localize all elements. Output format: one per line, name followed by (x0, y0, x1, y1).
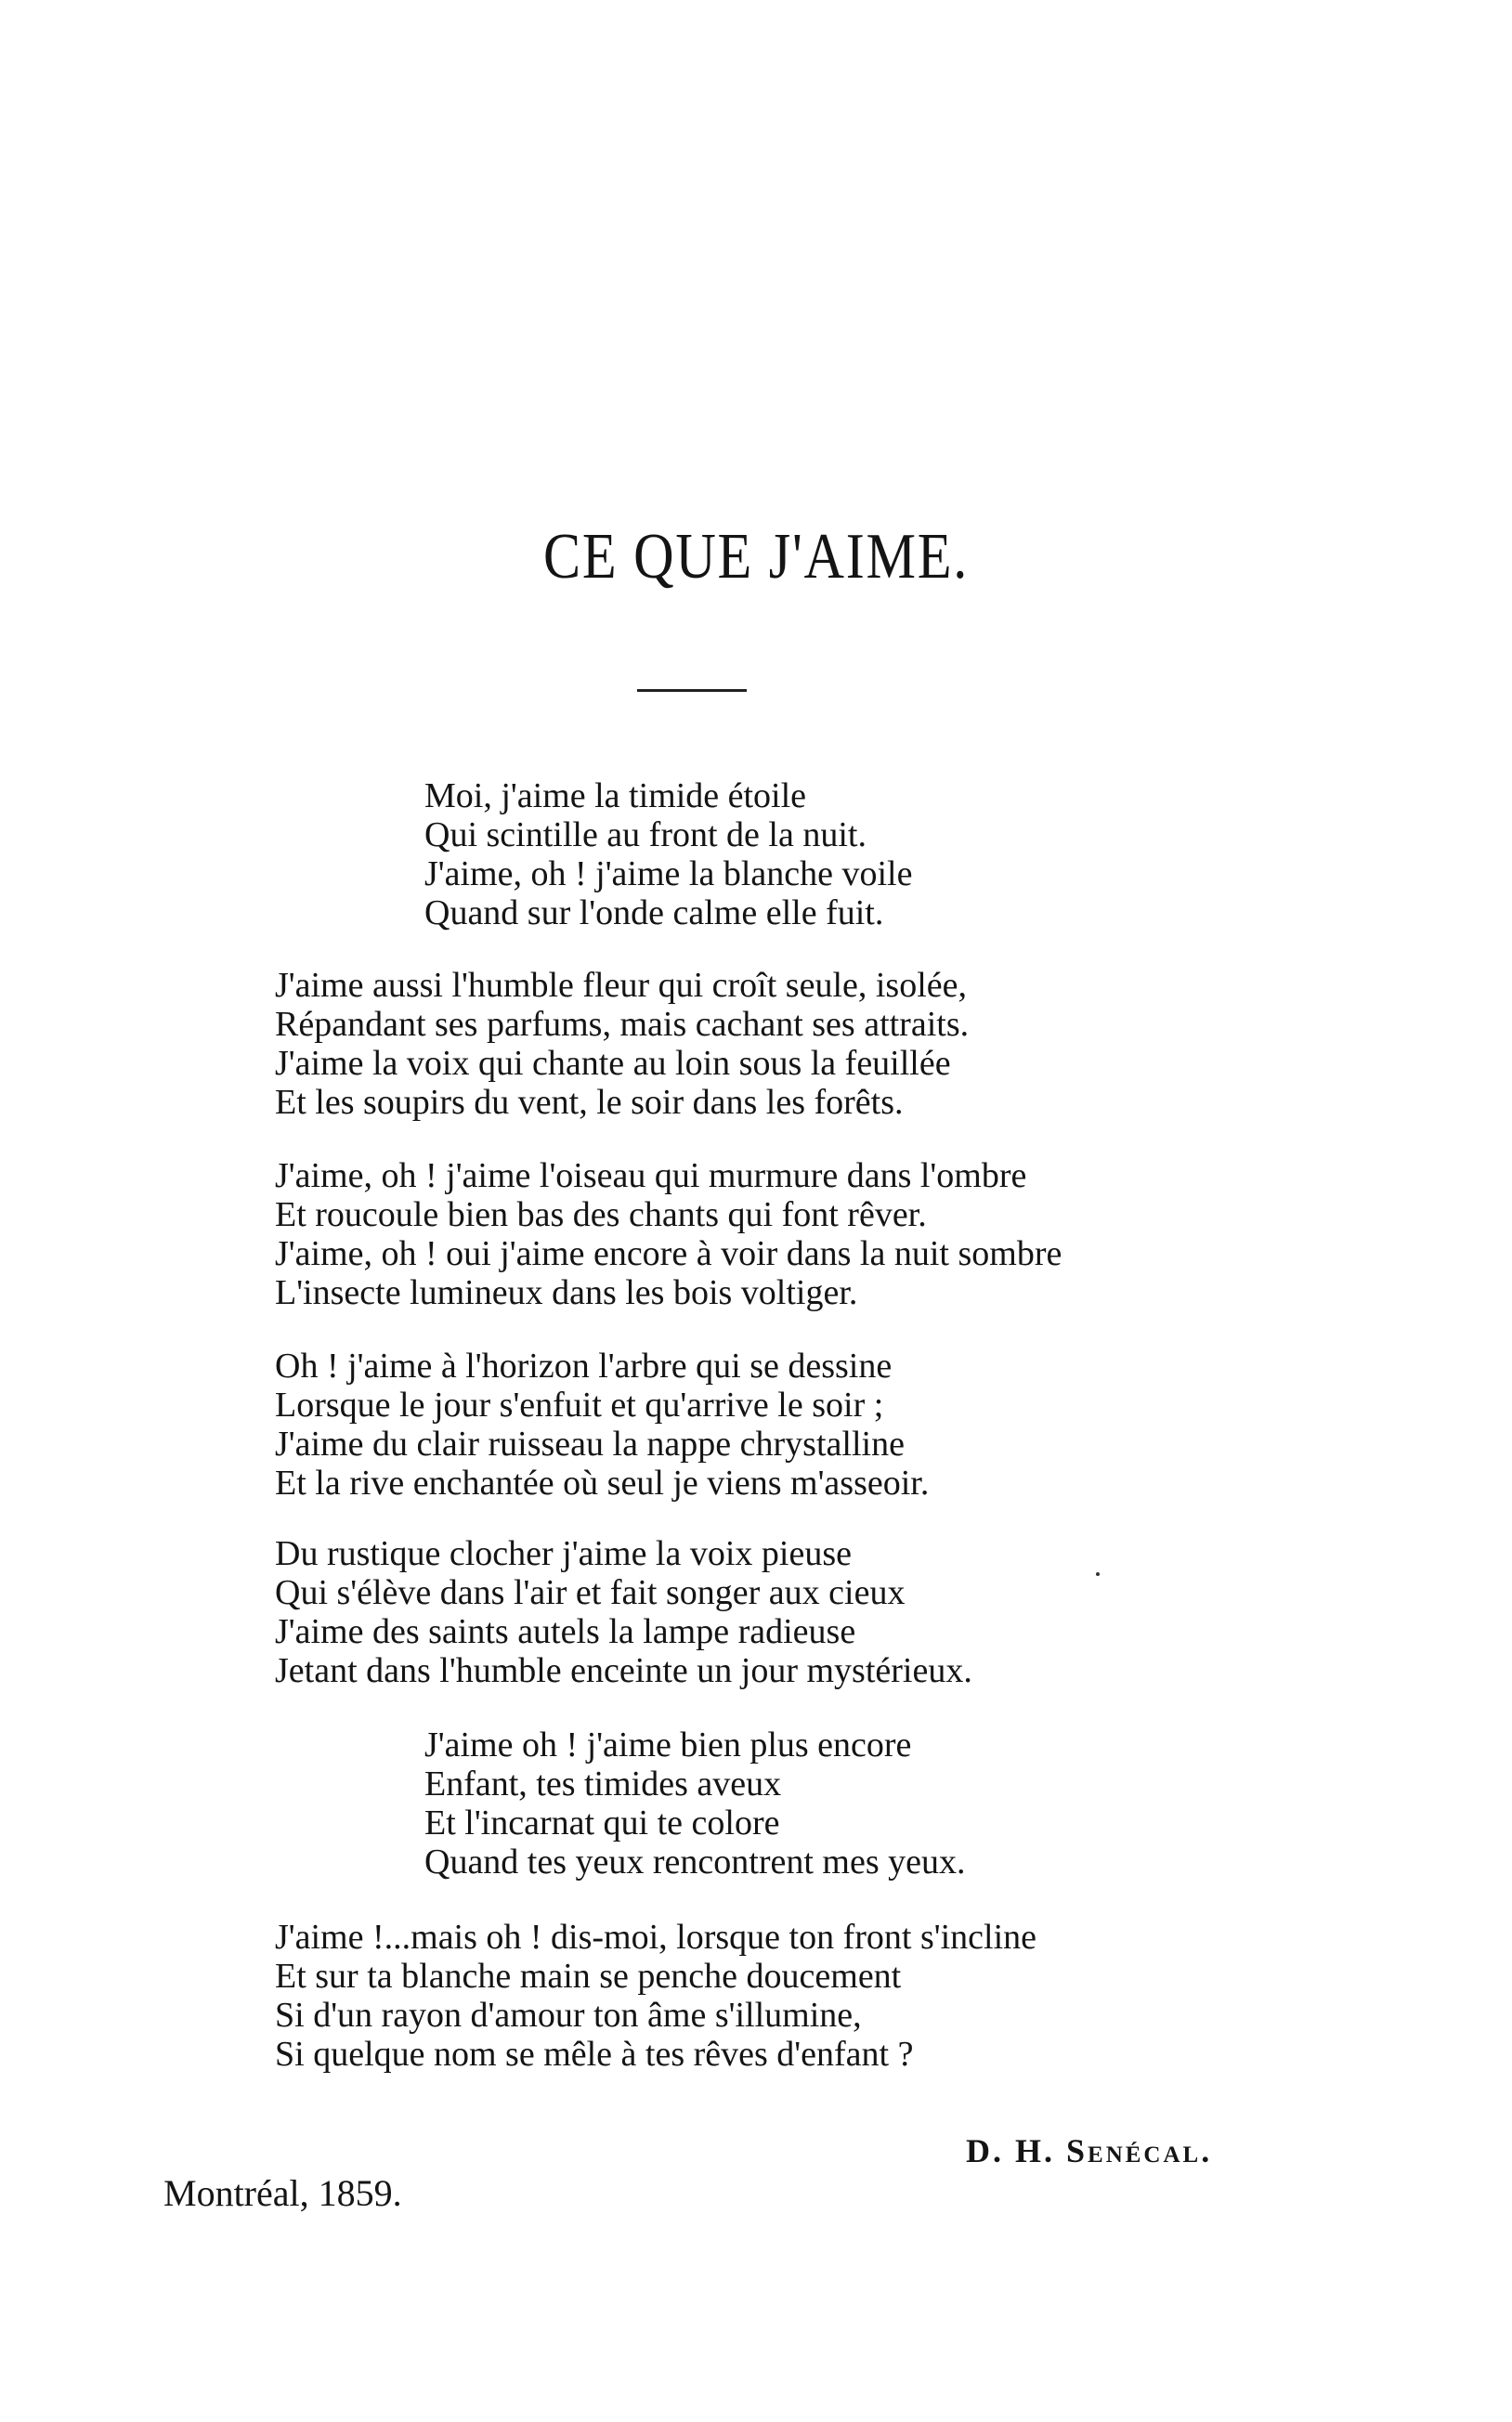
poem-line: Et la rive enchantée où seul je viens m'asseoir. (275, 1464, 930, 1503)
poem-line: Et sur ta blanche main se penche doucement (275, 1957, 902, 1996)
poem-line: Et l'incarnat qui te colore (424, 1803, 780, 1843)
stanza-2 (275, 966, 969, 1122)
poem-line: Et les soupirs du vent, le soir dans les forêts. (275, 1083, 904, 1122)
poem-line: J'aime, oh ! j'aime la blanche voile (424, 854, 913, 893)
stanza-1 (424, 776, 912, 932)
stanza-4 (275, 1347, 929, 1503)
poem-title: CE QUE J'AIME. (543, 521, 969, 592)
stanza-5 (275, 1534, 972, 1690)
stanza-3 (275, 1156, 1062, 1312)
poem-line: Enfant, tes timides aveux (424, 1764, 782, 1803)
poem-line: Qui s'élève dans l'air et fait songer aux cieux (275, 1573, 906, 1612)
poem-line: J'aime, oh ! j'aime l'oiseau qui murmure dans l'ombre (275, 1156, 1027, 1195)
author-signature (966, 2131, 1212, 2170)
poem-line: Qui scintille au front de la nuit. (424, 815, 867, 854)
poem-line: L'insecte lumineux dans les bois voltiger. (275, 1273, 858, 1312)
poem-line: J'aime oh ! j'aime bien plus encore (424, 1725, 912, 1764)
poem-line: Jetant dans l'humble enceinte un jour mystérieux. (275, 1651, 972, 1690)
poem-line: J'aime !...mais oh ! dis-moi, lorsque ton front s'incline (275, 1918, 1037, 1957)
poem-line: Quand tes yeux rencontrent mes yeux. (424, 1843, 966, 1882)
poem-line: Si quelque nom se mêle à tes rêves d'enfant ? (275, 2035, 914, 2074)
stanza-7 (275, 1918, 1036, 2074)
poem-line: J'aime des saints autels la lampe radieuse (275, 1612, 856, 1651)
poem-line: Moi, j'aime la timide étoile (424, 776, 807, 815)
author-surname: Senécal. (1066, 2132, 1213, 2169)
poem-line: Et roucoule bien bas des chants qui font rêver. (275, 1195, 927, 1234)
poem-line: J'aime la voix qui chante au loin sous la feuillée (275, 1044, 951, 1083)
poem-line: Répandant ses parfums, mais cachant ses attraits. (275, 1005, 970, 1044)
poem-line: Oh ! j'aime à l'horizon l'arbre qui se dessine (275, 1347, 893, 1386)
poem-line: Du rustique clocher j'aime la voix pieuse (275, 1534, 852, 1573)
poem-line: Lorsque le jour s'enfuit et qu'arrive le soir ; (275, 1386, 884, 1425)
poem-line: J'aime aussi l'humble fleur qui croît seule, isolée, (275, 966, 968, 1005)
poem-line: Quand sur l'onde calme elle fuit. (424, 893, 884, 932)
stanza-6 (424, 1725, 966, 1882)
print-speck (1096, 1572, 1100, 1576)
author-initials: D. H. (966, 2132, 1055, 2169)
poem-line: J'aime du clair ruisseau la nappe chrystalline (275, 1425, 905, 1464)
title-divider (637, 689, 747, 692)
poem-line: J'aime, oh ! oui j'aime encore à voir dans la nuit sombre (275, 1234, 1062, 1273)
place-date: Montréal, 1859. (163, 2172, 402, 2214)
poem-line: Si d'un rayon d'amour ton âme s'illumine, (275, 1996, 862, 2035)
